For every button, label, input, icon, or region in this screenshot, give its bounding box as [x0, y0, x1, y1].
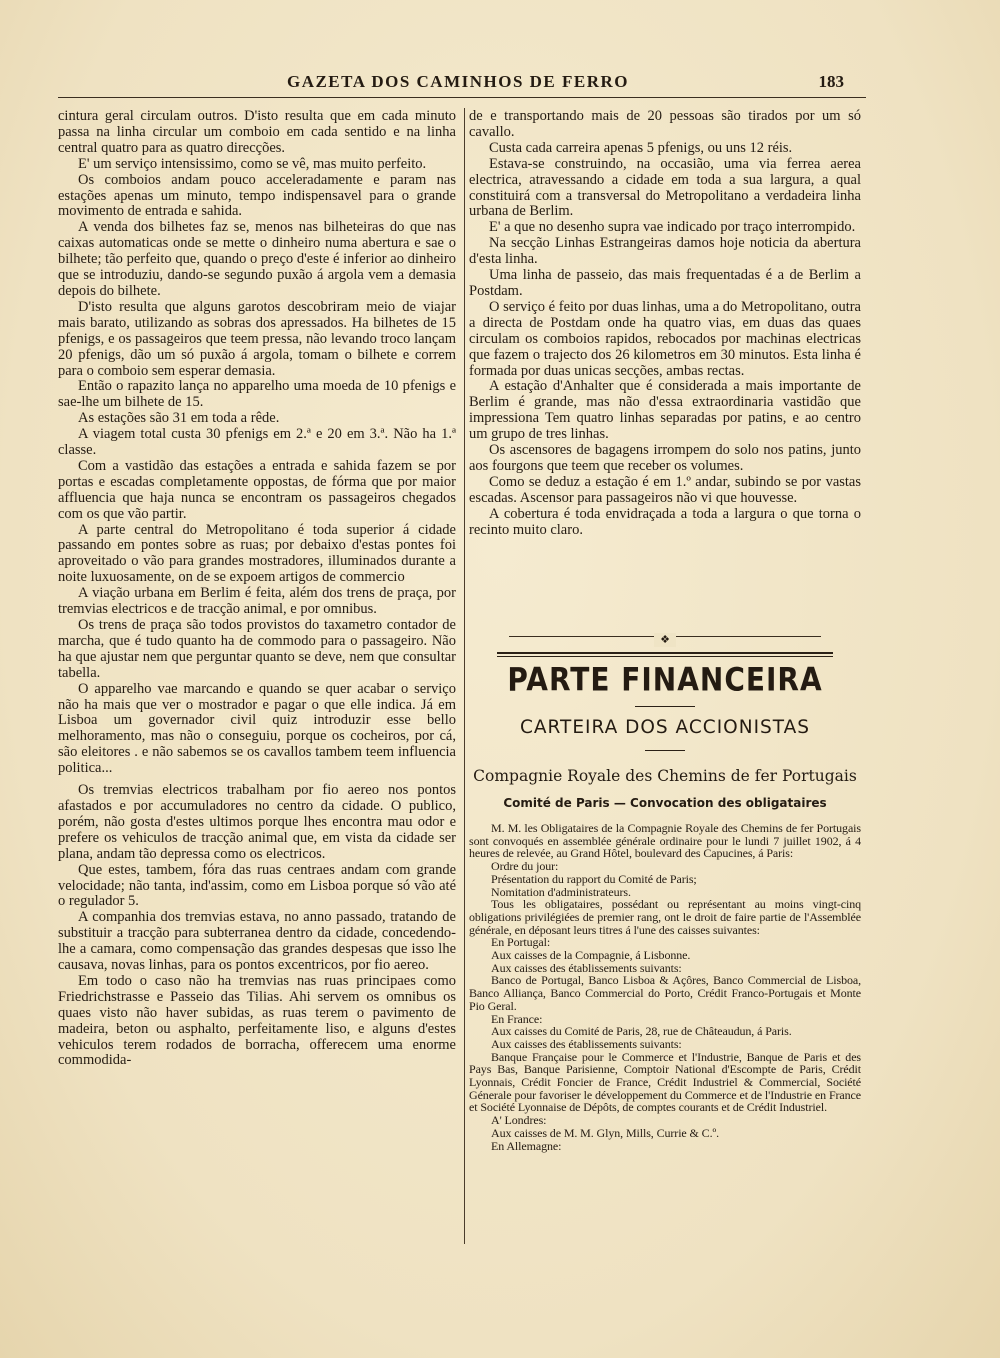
- financial-section: [469, 630, 861, 1152]
- paragraph: Os ascensores de bagagens irrompem do solo nos patins, junto aos fourgons que teem que receber os volumes.: [469, 442, 861, 474]
- paragraph: A parte central do Metropolitano é toda superior á cidade passando em pontes sobre as ruas; por debaixo d'estas pontes foi aproveitado o vão para grandes mostradores, illuminados durante a noite luxuosamente, on de se expoem artigos de commercio: [58, 521, 456, 586]
- notice-paragraph: Aux caisses de la Compagnie, á Lisbonne.: [491, 948, 691, 963]
- short-rule: [635, 706, 695, 707]
- committee-heading: Comité de Paris — Convocation des obligataires: [503, 796, 827, 810]
- notice-paragraph: Ordre du jour:: [491, 859, 559, 874]
- notice-paragraph: En Allemagne:: [491, 1138, 562, 1153]
- notice-paragraph: Aux caisses des établissements suivants:: [491, 1036, 682, 1051]
- paragraph: E' a que no desenho supra vae indicado por traço interrompido.: [489, 219, 856, 236]
- notice-paragraph: A' Londres:: [491, 1113, 547, 1128]
- notice-paragraph: Aux caisses des établissements suivants:: [491, 960, 682, 975]
- double-rule: [497, 652, 833, 657]
- paragraph: O apparelho vae marcando e quando se quer acabar o serviço não ha mais que ver o mostrador e pagar o que elle indica. Já em Lisboa um governador civil quiz introduzir esse bello melhoramento, mas não o conseguiu, porque os cocheiros, por cá, são eleitores . e não sabemos se os cavallos tambem teem influencia politica...: [58, 680, 456, 777]
- paragraph: Os tremvias electricos trabalham por fio aereo nos pontos afastados e por accumuladores no centro da cidade. O publico, porém, não gosta d'estes ultimos porque lhes encontra mau odor e prefere os vehiculos de tracção animal que, em vista da cidade ser plana, andam tão depressa como os electricos.: [58, 782, 456, 862]
- left-column: [58, 109, 456, 1069]
- paragraph: O serviço é feito por duas linhas, uma a do Metropolitano, outra a directa de Postdam onde ha quatro vias, em duas das quaes circulam os comboios rapidos, rebocados por machinas electricas que fazem o trajecto dos 26 kilometros em 30 minutos. Esta linha é formada por duas unicas secções, ambas rectas.: [469, 298, 861, 379]
- short-rule: [645, 750, 685, 751]
- page-number: 183: [818, 72, 844, 91]
- paragraph: Estava-se construindo, na occasião, uma via ferrea aerea electrica, atravessando a cidade em toda a sua largura, a qual constituirá com a transversal do Metropolitano a verdadeira linha urbana de Berlim.: [469, 155, 861, 220]
- notice-paragraph: Présentation du rapport du Comité de Paris;: [491, 871, 697, 886]
- notice-paragraph: En France:: [491, 1011, 543, 1026]
- running-header: [58, 70, 858, 96]
- paragraph: de e transportando mais de 20 pessoas são tirados por um só cavallo.: [469, 108, 861, 140]
- paragraph: A viação urbana em Berlim é feita, além dos trens de praça, por tremvias electricos e de tracção animal, e por omnibus.: [58, 585, 456, 618]
- section-title: PARTE FINANCEIRA: [507, 660, 823, 699]
- right-column: [469, 109, 861, 538]
- paragraph: Com a vastidão das estações a entrada e sahida fazem se por portas e escadas completamente oppostas, de fórma que por maior affluencia que haja nunca se encontram os passageiros chegados com os que vão partir.: [58, 457, 456, 522]
- notice-paragraph: Banco de Portugal, Banco Lisboa & Açôres, Banco Commercial de Lisboa, Banco Alliança, Banco Commercial do Porto, Crédit Franco-Portugais et Monte Pio Geral.: [469, 973, 861, 1013]
- column-divider: [464, 108, 465, 1244]
- notice-paragraph: Tous les obligataires, possédant ou représentant au moins vingt-cinq obligations privilégiées de premier rang, ont le droit de faire partie de l'Assemblée générale, en déposant leurs titres á l'une des caisses suivantes:: [469, 897, 861, 937]
- paragraph: Como se deduz a estação é em 1.º andar, subindo se por vastas escadas. Ascensor para passageiros não vi que houvesse.: [469, 473, 861, 506]
- section-subtitle: CARTEIRA DOS ACCIONISTAS: [519, 717, 811, 738]
- paragraph: Os trens de praça são todos provistos do taxametro contador de marcha, que é tudo quanto ha de commodo para o passageiro. Não ha que ajustar nem que perguntar quanto se deve, nem que consultar tabella.: [58, 617, 456, 681]
- paragraph: Que estes, tambem, fóra das ruas centraes andam com grande velocidade; não tanta, ind'assim, como em Lisboa porque só vão até o regulador 5.: [58, 861, 456, 910]
- paragraph: A companhia dos tremvias estava, no anno passado, tratando de substituir a tracção para subterranea dentro da cidade, concedendo-lhe a camara, como compensação das grandes despesas que isso lhe causava, novas linhas, para os pontos excentricos, por fio aereo.: [58, 909, 456, 974]
- paragraph: A estação d'Anhalter que é considerada a mais importante de Berlim é grande, mas não d'essa extraordinaria vastidão que impressiona Tem quatro linhas separadas por patins, e ao centro um grupo de tres linhas.: [469, 378, 861, 443]
- paragraph: cintura geral circulam outros. D'isto resulta que em cada minuto passa na linha circular um comboio em cada sentido e na linha central quatro para as quatro direcções.: [58, 108, 456, 156]
- paragraph: A venda dos bilhetes faz se, menos nas bilheteiras do que nas caixas automaticas onde se mette o dinheiro numa abertura e sae o bilhete; tão perfeito que, quando o preço d'este é inferior ao dinheiro que se introduziu, dando-se segundo puxão á argola vem a demasia depois do bilhete.: [58, 219, 456, 299]
- notice-paragraph: Nomitation d'administrateurs.: [491, 884, 631, 899]
- paragraph: Então o rapazito lança no apparelho uma moeda de 10 pfenigs e sae-lhe um bilhete de 15.: [58, 378, 456, 411]
- paragraph: Na secção Linhas Estrangeiras damos hoje noticia da abertura d'esta linha.: [469, 235, 861, 268]
- paragraph: Custa cada carreira apenas 5 pfenigs, ou uns 12 réis.: [489, 139, 793, 156]
- paragraph: Uma linha de passeio, das mais frequentadas é a de Berlim a Postdam.: [469, 267, 861, 299]
- ornament-divider: [469, 630, 861, 644]
- notice-paragraph: Aux caisses du Comité de Paris, 28, rue de Châteaudun, á Paris.: [491, 1024, 792, 1039]
- paragraph: Em todo o caso não ha tremvias nas ruas principaes como Friedrichstrasse e Passeio das Tilias. Ahi servem os omnibus os quaes visto não haver subidas, as ruas terem o pavimento de madeira, beton ou asphalto, perfeitamente liso, e alguns d'estes vehiculos terem rodados de borracha, offerecem uma enorme commodida-: [58, 972, 456, 1069]
- paragraph: Os comboios andam pouco acceleradamente e param nas estações apenas um minuto, tempo indispensavel para o grande movimento de entrada e sahida.: [58, 171, 456, 220]
- notice-paragraph: Banque Française pour le Commerce et l'Industrie, Banque de Paris et des Pays Bas, Banque Parisienne, Comptoir National d'Escompte de Paris, Crédit Lyonnais, Crédit Foncier de France, Crédit Industriel & Commercial, Société Génerale pour favoriser le développement du Commerce et de l'Industrie en France et Société Lyonnaise de Dépôts, de comptes courants et de Crédit Industriel.: [469, 1049, 861, 1115]
- paragraph: A viagem total custa 30 pfenigs em 2.ª e 20 em 3.ª. Não ha 1.ª classe.: [58, 426, 456, 459]
- header-rule: [58, 97, 866, 98]
- notice-text: [469, 822, 861, 1152]
- notice-paragraph: M. M. les Obligataires de la Compagnie Royale des Chemins de fer Portugais sont convoqués en assemblée générale ordinaire pour le lundi 7 juillet 1902, á 4 heures de relevée, au Grand Hôtel, boulevard des Capucines, á Paris:: [469, 821, 861, 861]
- paragraph: D'isto resulta que alguns garotos descobriram meio de viajar mais barato, utilizando as sobras dos apressados. Ha bilhetes de 15 pfenigs, e os passageiros que teem pressa, não levando troco lançam 20 pfenigs, dão um só puxão á argola, tomam o bilhete e correm para o comboio sem esperar demasia.: [58, 298, 456, 379]
- publication-title: GAZETA DOS CAMINHOS DE FERRO: [286, 72, 630, 91]
- paragraph: A cobertura é toda envidraçada a toda a largura o que torna o recinto muito claro.: [469, 505, 861, 538]
- paragraph: E' um serviço intensissimo, como se vê, mas muito perfeito.: [78, 155, 427, 172]
- ornament-icon: ❖: [654, 633, 676, 647]
- company-title: Compagnie Royale des Chemins de fer Portugais: [473, 767, 857, 785]
- paragraph: As estações são 31 em toda a rêde.: [78, 410, 280, 427]
- notice-paragraph: En Portugal:: [491, 935, 551, 950]
- notice-paragraph: Aux caisses de M. M. Glyn, Mills, Currie & C.º.: [491, 1125, 720, 1140]
